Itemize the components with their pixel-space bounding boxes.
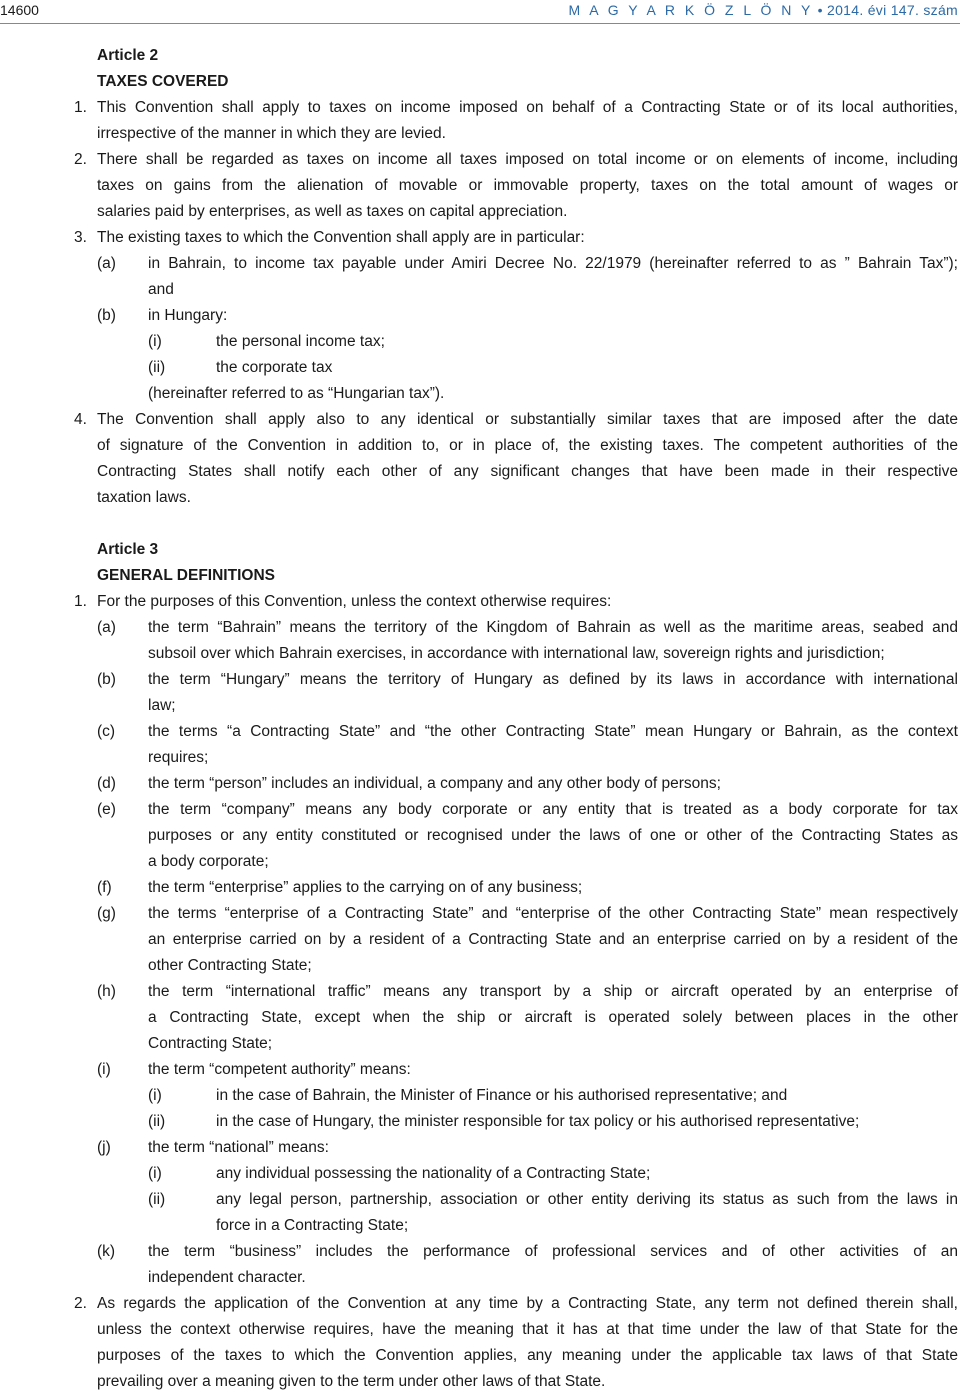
subitem-line: the personal income tax; [216,333,385,350]
paragraph-number: 1. [74,99,87,116]
paragraph-line: prevailing over a meaning given to the term under other laws of that State. [97,1373,606,1390]
definition-label: (g) [97,905,116,922]
definition-line: the term “national” means: [148,1139,329,1156]
definition-line: requires; [148,749,209,766]
paragraph-number: 2. [74,1295,87,1312]
subitem-line: any legal person, partnership, association or other entity deriving its status as such from the laws in [216,1191,958,1208]
article-number: Article 3 [97,541,159,558]
paragraph-number: 3. [74,229,87,246]
journal-name: M A G Y A R K Ö Z L Ö N Y [568,2,814,18]
definition-line: a body corporate; [148,853,269,870]
definition-line: the term “international traffic” means any transport by a ship or aircraft operated by an enterprise of [148,983,958,1000]
paragraph-line: This Convention shall apply to taxes on income imposed on behalf of a Contracting State or of its local authorities, [97,99,958,116]
item-line: in Hungary: [148,307,228,324]
definition-line: the term “person” includes an individual, a company and any other body of persons; [148,775,721,792]
paragraph-number: 1. [74,593,87,610]
subitem-line: any individual possessing the nationality of a Contracting State; [216,1165,651,1182]
item-line: and [148,281,174,298]
subitem-label: (i) [148,1165,162,1182]
journal-info [569,2,959,18]
definition-label: (e) [97,801,116,818]
paragraph-number: 4. [74,411,87,428]
subitem-label: (ii) [148,1191,166,1208]
subitem-line: in the case of Hungary, the minister responsible for tax policy or his authorised representative; [216,1113,860,1130]
definition-line: purposes or any entity constituted or recognised under the laws of one or other of the Contracting States as [148,827,958,844]
paragraph-line: The Convention shall apply also to any identical or substantially similar taxes that are imposed after the date [97,411,958,428]
definition-label: (k) [97,1243,116,1260]
definition-label: (j) [97,1139,111,1156]
definition-line: the term “business” includes the performance of professional services and of other activities of an [148,1243,958,1260]
paragraph-line: salaries paid by enterprises, as well as taxes on capital appreciation. [97,203,568,220]
definition-line: independent character. [148,1269,306,1286]
paragraph-line: purposes of the taxes to which the Convention applies, any meaning under the applicable tax laws of that State [97,1347,958,1364]
header-rule [0,23,960,24]
definition-line: the terms “a Contracting State” and “the other Contracting State” mean Hungary or Bahrain, as the context [148,723,958,740]
article-title: GENERAL DEFINITIONS [97,567,275,584]
definition-label: (a) [97,619,116,636]
definition-line: subsoil over which Bahrain exercises, in accordance with international law, sovereign rights and jurisdiction; [148,645,885,662]
paragraph-line: of signature of the Convention in addition to, or in place of, the existing taxes. The competent authorities of the [97,437,958,454]
definition-label: (i) [97,1061,111,1078]
item-line: (hereinafter referred to as “Hungarian tax”). [148,385,445,402]
subitem-line: force in a Contracting State; [216,1217,409,1234]
page-header [0,0,960,22]
definition-label: (b) [97,671,116,688]
header-bullet: • [817,2,823,18]
paragraph-line: Contracting States shall notify each other of any significant changes that have been made in their respective [97,463,958,480]
definition-line: the terms “enterprise of a Contracting State” and “enterprise of the other Contracting State” mean respectively [148,905,958,922]
paragraph-line: taxation laws. [97,489,191,506]
definition-line: the term “company” means any body corporate or any entity that is treated as a body corporate for tax [148,801,958,818]
item-label: (a) [97,255,116,272]
article-title: TAXES COVERED [97,73,229,90]
item-line: in Bahrain, to income tax payable under Amiri Decree No. 22/1979 (hereinafter referred to as ” Bahrain Tax”); [148,255,958,272]
subitem-label: (ii) [148,1113,166,1130]
definition-line: other Contracting State; [148,957,312,974]
subitem-line: in the case of Bahrain, the Minister of Finance or his authorised representative; and [216,1087,788,1104]
page-number: 14600 [0,2,39,18]
definition-line: Contracting State; [148,1035,273,1052]
definition-line: the term “Hungary” means the territory of Hungary as defined by its laws in accordance with international [148,671,958,688]
subitem-label: (ii) [148,359,166,376]
paragraph-number: 2. [74,151,87,168]
paragraph-line: There shall be regarded as taxes on income all taxes imposed on total income or on elements of income, including [97,151,958,168]
definition-label: (c) [97,723,116,740]
subitem-label: (i) [148,1087,162,1104]
subitem-line: the corporate tax [216,359,333,376]
paragraph-line: The existing taxes to which the Convention shall apply are in particular: [97,229,585,246]
paragraph-line: taxes on gains from the alienation of movable or immovable property, taxes on the total amount of wages or [97,177,958,194]
definition-line: an enterprise carried on by a resident of a Contracting State and an enterprise carried on by a resident of the [148,931,958,948]
article-number: Article 2 [97,47,159,64]
definition-label: (f) [97,879,112,896]
definition-label: (d) [97,775,116,792]
definition-line: the term “competent authority” means: [148,1061,411,1078]
item-label: (b) [97,307,116,324]
paragraph-line: unless the context otherwise requires, have the meaning that it has at that time under the law of that State for the [97,1321,958,1338]
issue-number: 2014. évi 147. szám [827,2,958,18]
definition-line: the term “enterprise” applies to the carrying on of any business; [148,879,583,896]
paragraph-line: irrespective of the manner in which they are levied. [97,125,446,142]
paragraph-line: For the purposes of this Convention, unless the context otherwise requires: [97,593,612,610]
subitem-label: (i) [148,333,162,350]
paragraph-line: As regards the application of the Convention at any time by a Contracting State, any term not defined therein shall, [97,1295,958,1312]
definition-line: the term “Bahrain” means the territory of the Kingdom of Bahrain as well as the maritime areas, seabed and [148,619,958,636]
definition-label: (h) [97,983,116,1000]
definition-line: law; [148,697,176,714]
definition-line: a Contracting State, except when the ship or aircraft is operated solely between places in the other [148,1009,958,1026]
